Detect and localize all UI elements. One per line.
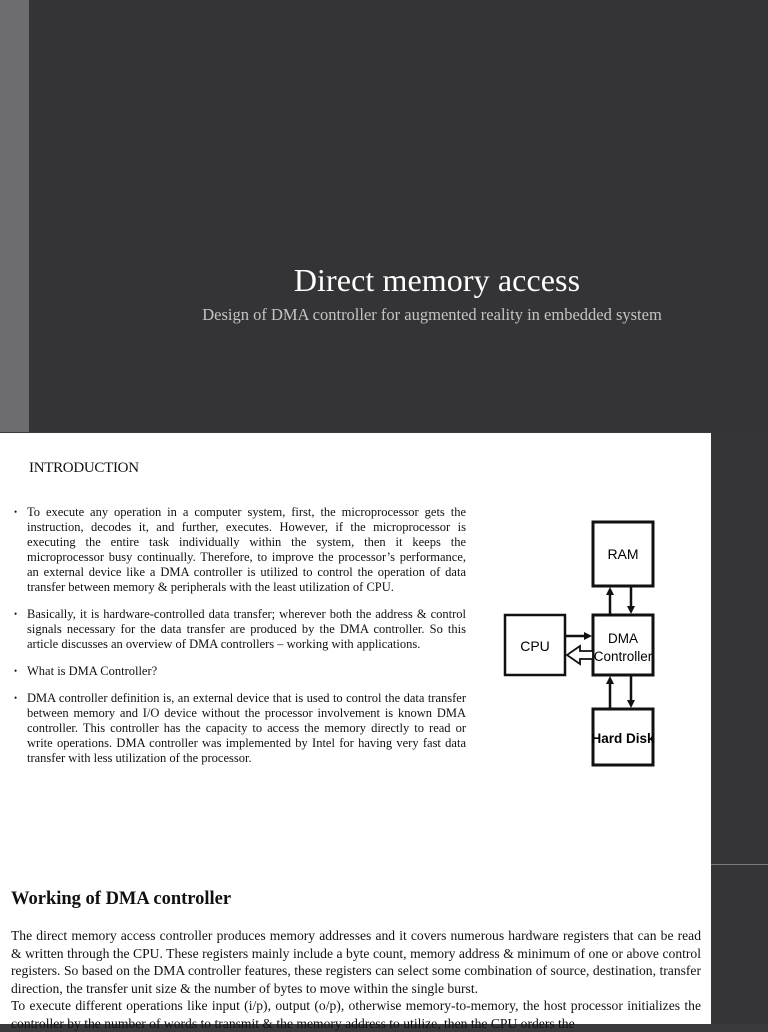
dma-to-cpu-hollow-arrow (567, 646, 593, 664)
slide-title: Direct memory access (293, 262, 581, 298)
ram-label: RAM (607, 546, 639, 562)
dma-label: DMA (608, 631, 638, 646)
intro-heading: INTRODUCTION (29, 460, 139, 476)
dma-block-diagram (500, 519, 662, 769)
bullet-item (12, 664, 466, 679)
bullet-text: To execute any operation in a computer system, first, the microprocessor gets the instruction, decodes it, and further, executes. However, if the microprocessor is executing the entire task individually within the system, then it keeps the microprocessor busy continually. Therefore, to improve the processor’s performance, an external device like a DMA controller is utilized to control the operation of data transfer between memory & peripherals with the least utilization of CPU. (27, 505, 466, 594)
content-slide (0, 433, 711, 1031)
working-paragraph: The direct memory access controller produces memory addresses and it covers numerous hardware registers that can be read & written through the CPU. These registers mainly include a byte count, memory address & minimum of one or above control registers. So based on the DMA controller features, these registers can select some combination of source, destination, transfer direction, the transfer unit size & the number of bytes to move within the single burst. (11, 928, 701, 996)
bullet-icon: • (14, 609, 18, 619)
bullet-text: DMA controller definition is, an external device that is used to control the data transfer between memory and I/O device without the processor involvement is known DMA controller. This controller has the capacity to access the memory directly to read or write operations. DMA controller was implemented by Intel for having very fast data transfer with less utilization of the processor. (27, 691, 466, 765)
working-paragraph: To execute different operations like input (i/p), output (o/p), otherwise memory-to-memory, the host processor initializes the controller by the number of words to transmit & the memory address to utilize, then the CPU orders the (11, 998, 701, 1031)
dma-controller-label: Controller (593, 649, 653, 664)
bullet-icon: • (14, 666, 18, 676)
title-slide-accent-band (0, 0, 29, 432)
slide-divider-line (711, 864, 768, 865)
bullet-item (12, 607, 466, 652)
hard-disk-label: Hard Disk (591, 731, 655, 746)
title-slide (0, 0, 768, 432)
bullet-icon: • (14, 507, 18, 517)
bullet-item (12, 691, 466, 766)
intro-bullet-list (12, 505, 466, 778)
working-heading: Working of DMA controller (11, 889, 232, 909)
bullet-text: What is DMA Controller? (27, 664, 158, 678)
bullet-item (12, 505, 466, 595)
slide-subtitle: Design of DMA controller for augmented reality in embedded system (202, 305, 662, 324)
bullet-text: Basically, it is hardware-controlled data transfer; wherever both the address & control signals necessary for the data transfer are produced by the DMA controller. So this article discusses an overview of DMA controllers – working with applications. (27, 607, 466, 651)
right-edge-strip (711, 432, 768, 1024)
working-body (11, 927, 701, 1032)
bullet-icon: • (14, 693, 18, 703)
cpu-label: CPU (520, 638, 550, 654)
